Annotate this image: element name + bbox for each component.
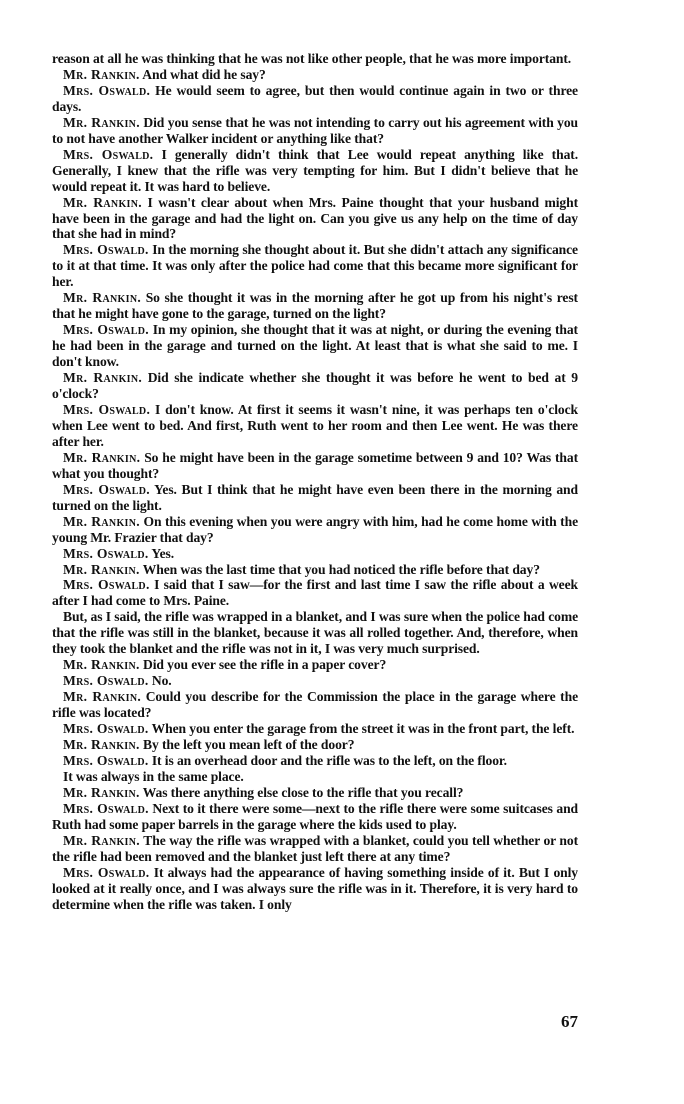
transcript-paragraph bbox=[52, 147, 578, 195]
transcript-paragraph bbox=[52, 195, 578, 243]
transcript-paragraph bbox=[52, 721, 578, 737]
paragraph-text: Could you describe for the Commission the place in the garage where the rifle was located? bbox=[52, 689, 578, 721]
speaker-name: Mr. Rankin. bbox=[63, 513, 140, 529]
paragraph-text: When was the last time that you had noticed the rifle before that day? bbox=[139, 561, 540, 577]
paragraph-text: The way the rifle was wrapped with a blanket, could you tell whether or not the rifle had been removed and the blanket just left there at any time? bbox=[52, 832, 579, 864]
transcript-paragraph bbox=[52, 290, 578, 322]
paragraph-text: It is an overhead door and the rifle was to the left, on the floor. bbox=[148, 752, 507, 768]
transcript-paragraph bbox=[52, 402, 578, 450]
transcript-paragraph bbox=[52, 737, 578, 753]
transcript-body bbox=[52, 51, 578, 912]
transcript-paragraph bbox=[52, 689, 578, 721]
transcript-paragraph bbox=[52, 833, 578, 865]
speaker-name: Mr. Rankin. bbox=[63, 736, 140, 752]
transcript-paragraph bbox=[52, 673, 578, 689]
paragraph-text: Did you ever see the rifle in a paper cover? bbox=[139, 657, 387, 673]
transcript-paragraph bbox=[52, 562, 578, 578]
transcript-paragraph bbox=[52, 51, 578, 67]
paragraph-text: reason at all he was thinking that he was not like other people, that he was more important. bbox=[52, 51, 572, 66]
speaker-name: Mr. Rankin. bbox=[63, 657, 140, 673]
speaker-name: Mrs. Oswald. bbox=[63, 242, 149, 258]
paragraph-text: Yes. bbox=[148, 545, 174, 561]
speaker-name: Mrs. Oswald. bbox=[63, 864, 150, 880]
paragraph-text: When you enter the garage from the street it was in the front part, the left. bbox=[148, 721, 575, 737]
paragraph-text: By the left you mean left of the door? bbox=[139, 736, 355, 752]
paragraph-text: On this evening when you were angry with him, had he come home with the young Mr. Frazier that day? bbox=[52, 513, 579, 545]
paragraph-text: In the morning she thought about it. But she didn't attach any significance to it at that time. It was only after the police had come that this became more significant for her. bbox=[52, 242, 578, 290]
transcript-paragraph bbox=[52, 514, 578, 546]
speaker-name: Mrs. Oswald. bbox=[63, 673, 149, 689]
paragraph-text: So she thought it was in the morning after he got up from his night's rest that he might have gone to the garage, turned on the light? bbox=[52, 290, 578, 322]
speaker-name: Mr. Rankin. bbox=[63, 290, 142, 306]
speaker-name: Mr. Rankin. bbox=[63, 561, 140, 577]
transcript-paragraph bbox=[52, 67, 578, 83]
paragraph-text: Did she indicate whether she thought it was before he went to bed at 9 o'clock? bbox=[52, 370, 578, 402]
paragraph-text: He would seem to agree, but then would continue again in two or three days. bbox=[52, 82, 578, 114]
paragraph-text: And what did he say? bbox=[139, 66, 266, 82]
paragraph-text: I don't know. At first it seems it wasn't nine, it was perhaps ten o'clock when Lee went to bed. And first, Ruth went to her room and then Lee went. He was there after her. bbox=[52, 401, 578, 449]
transcript-paragraph bbox=[52, 482, 578, 514]
paragraph-text: No. bbox=[148, 673, 172, 689]
paragraph-text: It was always in the same place. bbox=[63, 768, 244, 784]
speaker-name: Mrs. Oswald. bbox=[63, 545, 149, 561]
paragraph-text: I generally didn't think that Lee would repeat anything like that. Generally, I knew that the rifle was very tempting for him. But I didn't believe that he would repeat it. It was hard to believe. bbox=[52, 146, 578, 194]
transcript-paragraph bbox=[52, 609, 578, 657]
paragraph-text: In my opinion, she thought that it was at night, or during the evening that he had been in the garage and turned on the light. At least that is what she said to me. I don't know. bbox=[52, 322, 578, 370]
transcript-paragraph bbox=[52, 370, 578, 402]
transcript-paragraph bbox=[52, 753, 578, 769]
transcript-paragraph bbox=[52, 801, 578, 833]
paragraph-text: Did you sense that he was not intending to carry out his agreement with you to not have another Walker incident or anything like that? bbox=[52, 114, 579, 146]
page-number: 67 bbox=[561, 1012, 578, 1031]
transcript-paragraph bbox=[52, 769, 578, 785]
speaker-name: Mr. Rankin. bbox=[63, 832, 140, 848]
paragraph-text: So he might have been in the garage sometime between 9 and 10? Was that what you thought? bbox=[52, 449, 579, 481]
speaker-name: Mr. Rankin. bbox=[63, 66, 140, 82]
speaker-name: Mrs. Oswald. bbox=[63, 800, 149, 816]
transcript-paragraph bbox=[52, 546, 578, 562]
paragraph-text: Yes. But I think that he might have even been there in the morning and turned on the light. bbox=[52, 481, 578, 513]
speaker-name: Mr. Rankin. bbox=[63, 370, 143, 386]
speaker-name: Mrs. Oswald. bbox=[63, 577, 150, 593]
speaker-name: Mrs. Oswald. bbox=[63, 752, 149, 768]
transcript-paragraph bbox=[52, 322, 578, 370]
paragraph-text: Next to it there were some—next to the rifle there were some suitcases and Ruth had some paper barrels in the garage where the kids used to play. bbox=[52, 800, 578, 832]
speaker-name: Mrs. Oswald. bbox=[63, 146, 154, 162]
transcript-paragraph bbox=[52, 785, 578, 801]
transcript-paragraph bbox=[52, 83, 578, 115]
speaker-name: Mr. Rankin. bbox=[63, 784, 140, 800]
transcript-paragraph bbox=[52, 577, 578, 609]
speaker-name: Mrs. Oswald. bbox=[63, 721, 149, 737]
paragraph-text: But, as I said, the rifle was wrapped in a blanket, and I was sure when the police had come that the rifle was still in the blanket, because it was all rolled together. And, therefore, when they took the blanket and the rifle was not in it, I was very much surprised. bbox=[52, 609, 578, 657]
speaker-name: Mrs. Oswald. bbox=[63, 322, 149, 338]
paragraph-text: I wasn't clear about when Mrs. Paine thought that your husband might have been in the garage and had the light on. Can you give us any help on the time of day that she had in mind? bbox=[52, 194, 578, 242]
paragraph-text: It always had the appearance of having something inside of it. But I only looked at it really once, and I was always sure the rifle was in it. Therefore, it is very hard to determine when the rifle was taken. I only bbox=[52, 864, 578, 912]
speaker-name: Mr. Rankin. bbox=[63, 689, 142, 705]
speaker-name: Mrs. Oswald. bbox=[63, 401, 151, 417]
transcript-paragraph bbox=[52, 865, 578, 913]
transcript-paragraph bbox=[52, 450, 578, 482]
paragraph-text: I said that I saw—for the first and last time I saw the rifle about a week after I had come to Mrs. Paine. bbox=[52, 577, 578, 609]
transcript-paragraph bbox=[52, 657, 578, 673]
speaker-name: Mr. Rankin. bbox=[63, 114, 140, 130]
speaker-name: Mr. Rankin. bbox=[63, 449, 141, 465]
speaker-name: Mrs. Oswald. bbox=[63, 481, 150, 497]
speaker-name: Mr. Rankin. bbox=[63, 194, 142, 210]
transcript-paragraph bbox=[52, 242, 578, 290]
paragraph-text: Was there anything else close to the rifle that you recall? bbox=[139, 784, 464, 800]
speaker-name: Mrs. Oswald. bbox=[63, 82, 151, 98]
transcript-paragraph bbox=[52, 115, 578, 147]
